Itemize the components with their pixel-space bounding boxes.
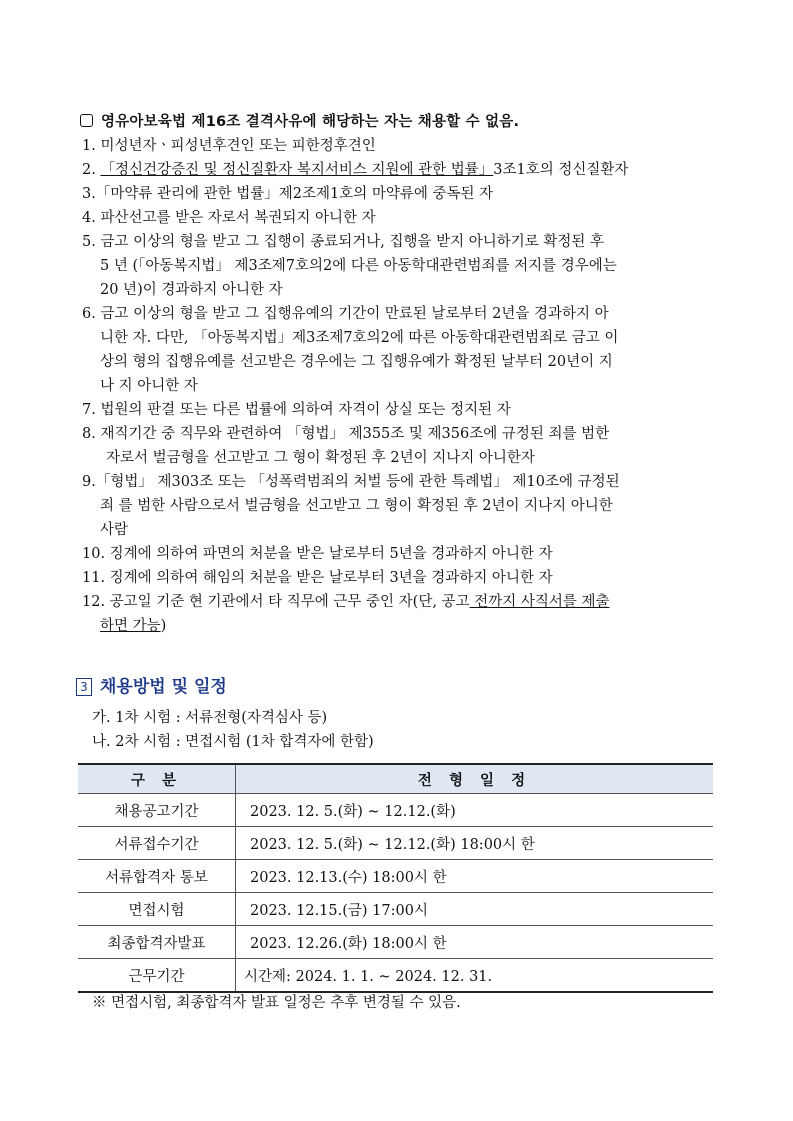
heading-text: 영유아보육법 제16조 결격사유에 해당하는 자는 채용할 수 없음. — [101, 114, 520, 130]
table-row: 최종합격자발표 2023. 12.26.(화) 18:00시 한 — [78, 926, 713, 959]
table-row: 근무기간 시간제: 2024. 1. 1. ~ 2024. 12. 31. — [78, 959, 713, 993]
list-item: 3.「마약류 관리에 관한 법률」제2조제1호의 마약류에 중독된 자 — [82, 186, 494, 202]
table-row: 서류접수기간 2023. 12. 5.(화) ~ 12.12.(화) 18:00시 한 — [78, 827, 713, 860]
list-item: 11. 징계에 의하여 해임의 처분을 받은 날로부터 3년을 경과하지 아니한 자 — [82, 570, 553, 586]
list-item: 8. 재직기간 중 직무와 관련하여 「형법」 제355조 및 제356조에 규정된 죄를 범한 자로서 벌금형을 선고받고 그 형이 확정된 후 2년이 지나지 아니한자 — [82, 426, 610, 466]
header-schedule: 전 형 일 정 — [236, 764, 714, 794]
table-header-row — [78, 764, 713, 794]
section-3-title: 3 채용방법 및 일정 — [76, 672, 227, 697]
exam-round-2: 나. 2차 시험 : 면접시험 (1차 합격자에 한함) — [92, 734, 374, 750]
schedule-note: ※ 면접시험, 최종합격자 발표 일정은 추후 변경될 수 있음. — [92, 995, 461, 1011]
header-category: 구 분 — [78, 764, 236, 794]
disqualification-heading — [80, 110, 720, 131]
list-item: 2. 「정신건강증진 및 정신질환자 복지서비스 지원에 관한 법률」3조1호의 정신질환자 — [82, 162, 629, 178]
disqualification-list — [82, 134, 722, 638]
table-row: 서류합격자 통보 2023. 12.13.(수) 18:00시 한 — [78, 860, 713, 893]
section-number-box: 3 — [76, 678, 92, 696]
list-item: 5. 금고 이상의 형을 받고 그 집행이 종료되거나, 집행을 받지 아니하기로 확정된 후 5 년 (「아동복지법」 제3조제7호의2에 다른 아동학대관련범죄를 저지를 경우에는 20 년)이 경과하지 아니한 자 — [82, 234, 617, 298]
exam-round-1: 가. 1차 시험 : 서류전형(자격심사 등) — [92, 710, 328, 726]
table-row: 채용공고기간 2023. 12. 5.(화) ~ 12.12.(화) — [78, 794, 713, 827]
square-bullet-icon — [80, 114, 93, 127]
list-item: 4. 파산선고를 받은 자로서 복권되지 아니한 자 — [82, 210, 376, 226]
table-row: 면접시험 2023. 12.15.(금) 17:00시 — [78, 893, 713, 926]
list-item: 1. 미성년자ㆍ피성년후견인 또는 피한정후견인 — [82, 138, 376, 154]
list-item: 6. 금고 이상의 형을 받고 그 집행유예의 기간이 만료된 날로부터 2년을 경과하지 아 니한 자. 다만, 「아동복지법」제3조제7호의2에 따른 아동학대관련범죄로 금고 이 상의 형의 집행유예를 선고받은 경우에는 그 집행유예가 확정된 날부터 20년이 지 나 지 아니한 자 — [82, 306, 619, 394]
list-item: 7. 법원의 판결 또는 다른 법률에 의하여 자격이 상실 또는 정지된 자 — [82, 402, 511, 418]
schedule-table — [78, 763, 713, 993]
list-item: 9.「형법」 제303조 또는 「성폭력범죄의 처벌 등에 관한 특례법」 제10조에 규정된 죄 를 범한 사람으로서 벌금형을 선고받고 그 형이 확정된 후 2년이 지나지 아니한 사람 — [82, 474, 620, 538]
list-item: 12. 공고일 기준 현 기관에서 타 직무에 근무 중인 자(단, 공고 전까지 사직서를 제출 하면 가능) — [82, 594, 610, 634]
list-item: 10. 징계에 의하여 파면의 처분을 받은 날로부터 5년을 경과하지 아니한 자 — [82, 546, 553, 562]
